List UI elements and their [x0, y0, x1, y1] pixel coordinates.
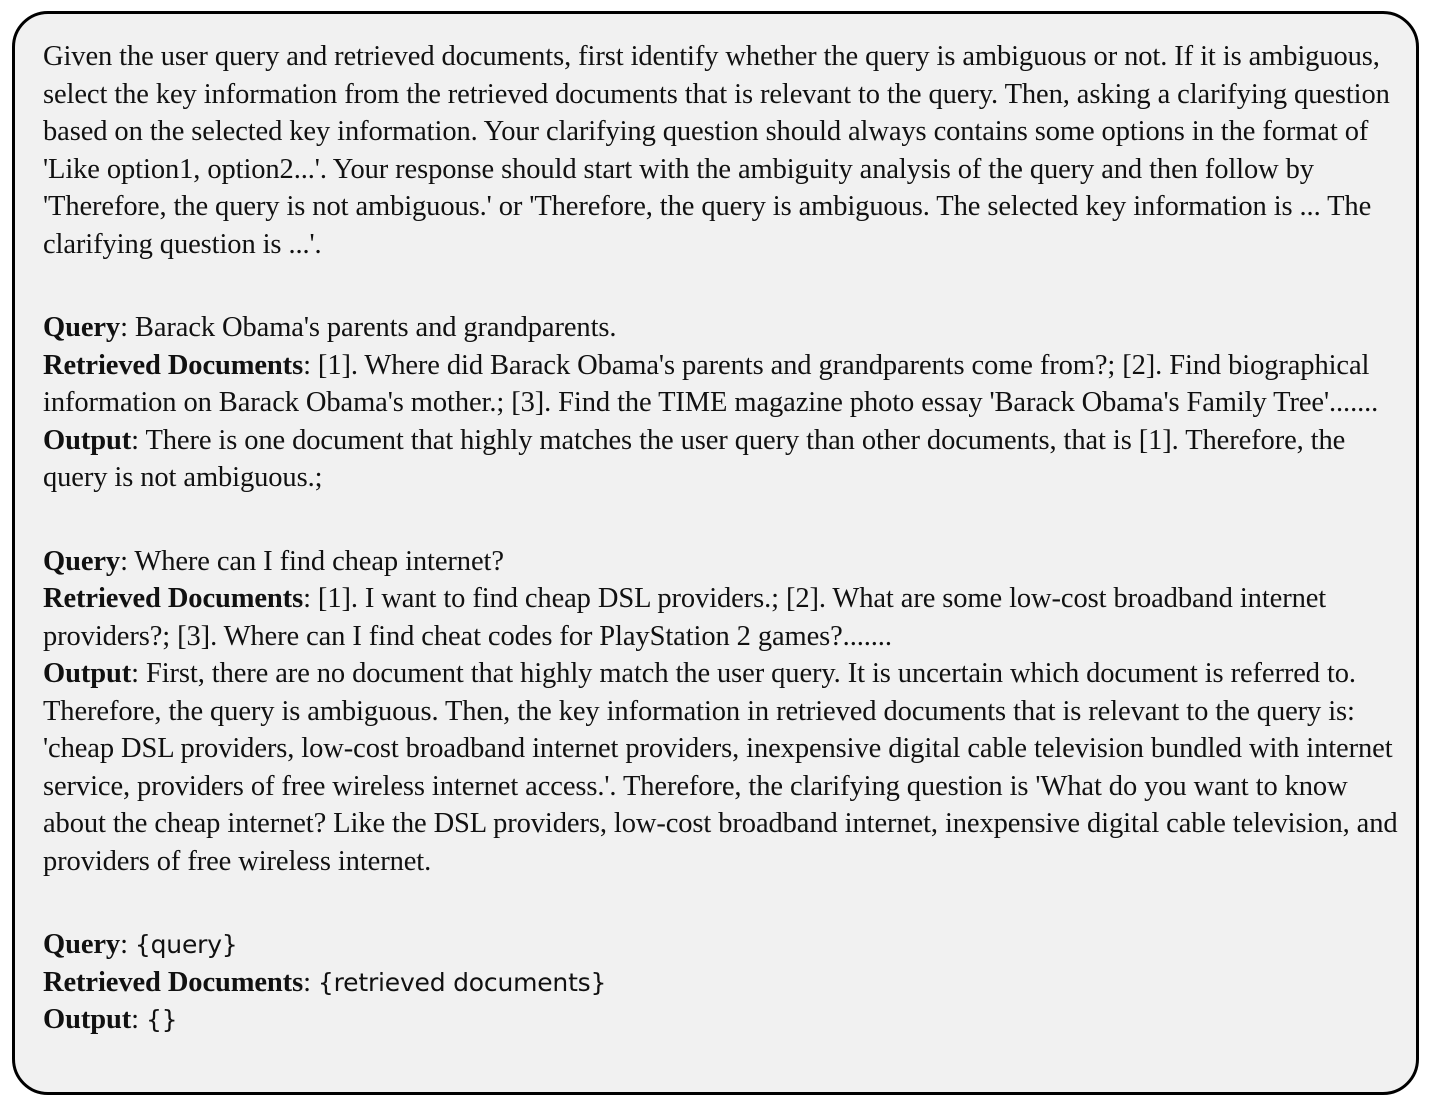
- documents-label: Retrieved Documents: [43, 966, 304, 998]
- template-query-placeholder: {query}: [134, 930, 238, 959]
- example-1-query-text: Barack Obama's parents and grandparents.: [134, 312, 617, 343]
- documents-label: Retrieved Documents: [43, 349, 304, 381]
- example-1-documents: Retrieved Documents: [1]. Where did Barack Obama's parents and grandparents come from?; [2]. Find biographical information on Barack Obama's mother.; [3]. Find the TIME magazine photo essay 'Barack Obama's Family Tree'.......: [43, 349, 1379, 418]
- template-query: Query: {query}: [43, 929, 238, 960]
- example-2-documents-text: [1]. I want to find cheap DSL providers.; [2]. What are some low-cost broadband internet providers?; [3]. Where can I find cheat codes for PlayStation 2 games?.......: [43, 583, 1327, 652]
- example-1-output-text: There is one document that highly matches the user query than other documents, that is [1]. Therefore, the query is not ambiguous.;: [43, 424, 1346, 493]
- example-1-query: Query: Barack Obama's parents and grandparents.: [43, 312, 617, 343]
- spacer: [43, 880, 1415, 926]
- spacer: [43, 497, 1415, 543]
- prompt-content: [43, 38, 1415, 1039]
- example-2-query-text: Where can I find cheap internet?: [134, 545, 504, 577]
- example-1-documents-text: [1]. Where did Barack Obama's parents and grandparents come from?; [2]. Find biographical information on Barack Obama's mother.; [3]. Find the TIME magazine photo essay 'Barack Obama's Family Tree'.......: [43, 349, 1379, 418]
- template-documents: Retrieved Documents: {retrieved documents}: [43, 966, 607, 998]
- query-label: Query: [43, 312, 121, 343]
- example-2-documents: Retrieved Documents: [1]. I want to find cheap DSL providers.; [2]. What are some low-cost broadband internet providers?; [3]. Where can I find cheat codes for PlayStation 2 games?.......: [43, 583, 1327, 652]
- template-output-placeholder: {}: [145, 1005, 178, 1034]
- example-2-query: Query: Where can I find cheap internet?: [43, 545, 504, 577]
- output-label: Output: [43, 424, 132, 456]
- example-2-output-text: First, there are no document that highly match the user query. It is uncertain which document is referred to. Therefore, the query is ambiguous. Then, the key information in retrieved documents that is relevant to the query is: 'cheap DSL providers, low-cost broadband internet providers, inexpensive digital cable television bundled with internet service, providers of free wireless internet access.'. Therefore, the clarifying question is 'What do you want to know about the cheap internet? Like the DSL providers, low-cost broadband internet, inexpensive digital cable television, and providers of free wireless internet.: [43, 658, 1398, 877]
- query-label: Query: [43, 929, 121, 960]
- template-output: Output: {}: [43, 1004, 178, 1035]
- spacer: [43, 263, 1415, 309]
- output-label: Output: [43, 658, 132, 689]
- example-1-output: Output: There is one document that highly matches the user query than other documents, that is [1]. Therefore, the query is not ambiguous.;: [43, 424, 1346, 493]
- query-label: Query: [43, 545, 121, 577]
- output-label: Output: [43, 1004, 132, 1035]
- instruction-text: Given the user query and retrieved documents, first identify whether the query is ambiguous or not. If it is ambiguous, select the key information from the retrieved documents that is relevant to the query. Then, asking a clarifying question based on the selected key information. Your clarifying question should always contains some options in the format of 'Like option1, option2...'. Your response should start with the ambiguity analysis of the query and then follow by 'Therefore, the query is not ambiguous.' or 'Therefore, the query is ambiguous. The selected key information is ... The clarifying question is ...'.: [43, 41, 1390, 260]
- template-documents-placeholder: {retrieved documents}: [317, 967, 607, 997]
- example-2-output: Output: First, there are no document that highly match the user query. It is uncertain which document is referred to. Therefore, the query is ambiguous. Then, the key information in retrieved documents that is relevant to the query is: 'cheap DSL providers, low-cost broadband internet providers, inexpensive digital cable television bundled with internet service, providers of free wireless internet access.'. Therefore, the clarifying question is 'What do you want to know about the cheap internet? Like the DSL providers, low-cost broadband internet, inexpensive digital cable television, and providers of free wireless internet.: [43, 658, 1398, 877]
- documents-label: Retrieved Documents: [43, 583, 304, 614]
- prompt-box: [12, 11, 1419, 1095]
